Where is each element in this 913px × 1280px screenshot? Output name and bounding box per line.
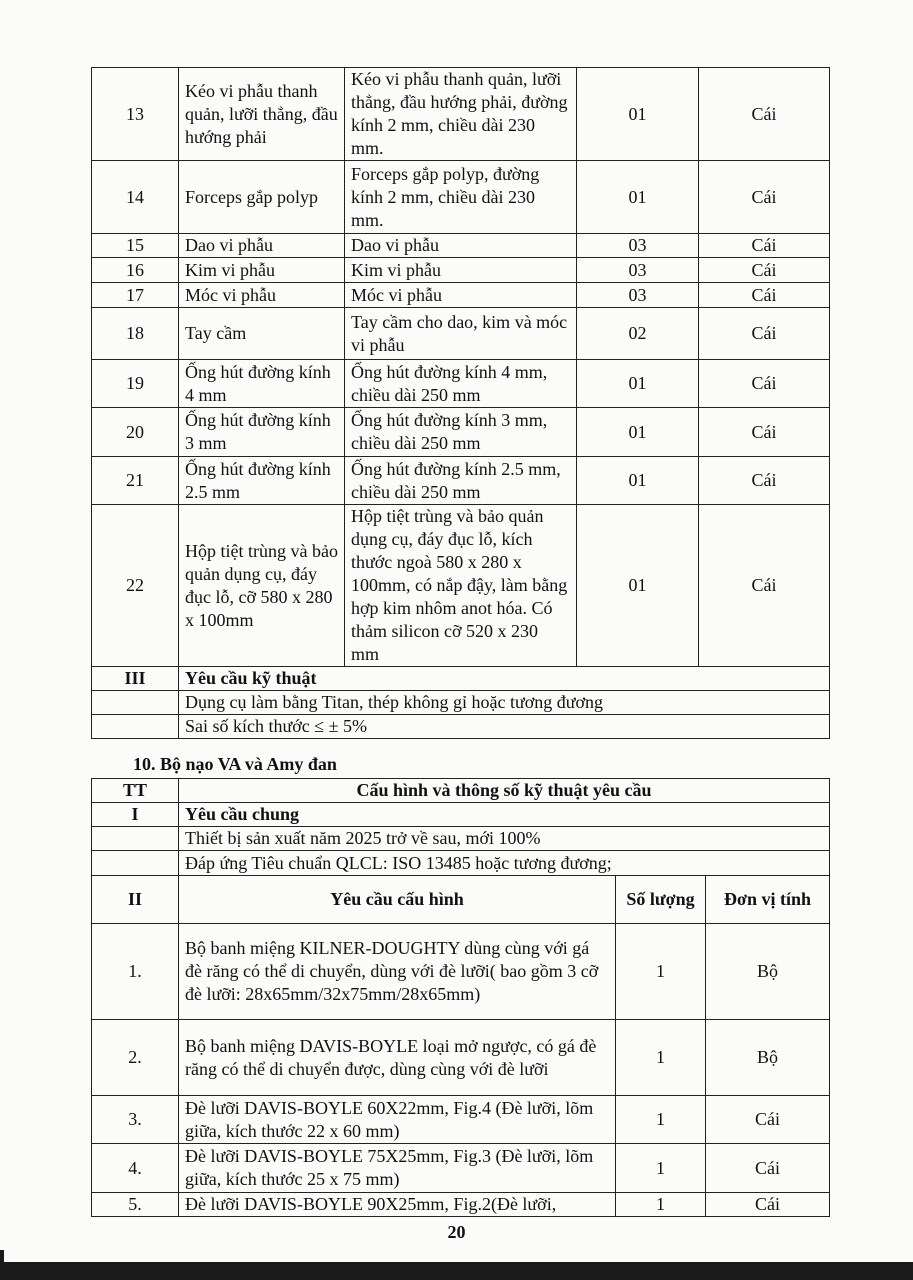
item-unit: Cái bbox=[699, 283, 830, 308]
table-row bbox=[92, 283, 830, 308]
item-qty: 1 bbox=[616, 1096, 706, 1144]
item-qty: 1 bbox=[616, 1020, 706, 1096]
item-qty: 03 bbox=[577, 234, 699, 258]
table-row bbox=[92, 68, 830, 161]
item-name: Kim vi phẫu bbox=[179, 258, 345, 283]
table-row bbox=[92, 308, 830, 360]
row-number: 22 bbox=[92, 505, 179, 667]
row-number: 5. bbox=[92, 1193, 179, 1217]
item-qty: 1 bbox=[616, 924, 706, 1020]
empty-cell bbox=[92, 827, 179, 851]
header-tt: TT bbox=[92, 779, 179, 803]
unit-header: Đơn vị tính bbox=[706, 876, 830, 924]
section-number: II bbox=[92, 876, 179, 924]
requirement-row bbox=[92, 691, 830, 715]
item-unit: Cái bbox=[706, 1096, 830, 1144]
page-number: 20 bbox=[447, 1222, 466, 1242]
section-number: III bbox=[92, 667, 179, 691]
requirement-row bbox=[92, 827, 830, 851]
item-qty: 03 bbox=[577, 258, 699, 283]
requirement-text: Dụng cụ làm bằng Titan, thép không gỉ hoặc tương đương bbox=[179, 691, 830, 715]
item-unit: Cái bbox=[706, 1193, 830, 1217]
table-row bbox=[92, 1096, 830, 1144]
section-heading: 10. Bộ nạo VA và Amy đan bbox=[133, 754, 337, 774]
item-name: Kéo vi phẫu thanh quản, lưỡi thẳng, đầu hướng phải bbox=[179, 68, 345, 161]
row-number: 17 bbox=[92, 283, 179, 308]
requirement-row bbox=[92, 851, 830, 876]
item-desc: Bộ banh miệng KILNER-DOUGHTY dùng cùng với gá đè răng có thể di chuyển, dùng với đè lưỡi( bao gồm 3 cỡ đè lưỡi: 28x65mm/32x75mm/28x65mm) bbox=[179, 924, 616, 1020]
qty-header: Số lượng bbox=[616, 876, 706, 924]
row-number: 19 bbox=[92, 360, 179, 408]
item-name: Ống hút đường kính 4 mm bbox=[179, 360, 345, 408]
item-qty: 1 bbox=[616, 1193, 706, 1217]
requirement-text: Sai số kích thước ≤ ± 5% bbox=[179, 715, 830, 739]
item-unit: Cái bbox=[699, 161, 830, 234]
equipment-table-continued bbox=[91, 67, 830, 739]
empty-cell bbox=[92, 691, 179, 715]
adenoid-tonsil-curette-table bbox=[91, 778, 830, 1217]
section-row bbox=[92, 667, 830, 691]
table-row bbox=[92, 924, 830, 1020]
header-row bbox=[92, 779, 830, 803]
section-title: Yêu cầu chung bbox=[179, 803, 830, 827]
table-row bbox=[92, 1193, 830, 1217]
item-name: Tay cầm bbox=[179, 308, 345, 360]
item-spec: Kim vi phẫu bbox=[345, 258, 577, 283]
item-qty: 01 bbox=[577, 457, 699, 505]
item-spec: Móc vi phẫu bbox=[345, 283, 577, 308]
item-spec: Ống hút đường kính 3 mm, chiều dài 250 mm bbox=[345, 408, 577, 457]
table-row bbox=[92, 1144, 830, 1193]
item-unit: Bộ bbox=[706, 1020, 830, 1096]
item-name: Forceps gắp polyp bbox=[179, 161, 345, 234]
item-qty: 01 bbox=[577, 161, 699, 234]
item-spec: Ống hút đường kính 4 mm, chiều dài 250 mm bbox=[345, 360, 577, 408]
row-number: 15 bbox=[92, 234, 179, 258]
table-row bbox=[92, 161, 830, 234]
item-desc: Đè lưỡi DAVIS-BOYLE 60X22mm, Fig.4 (Đè lưỡi, lõm giữa, kích thước 22 x 60 mm) bbox=[179, 1096, 616, 1144]
empty-cell bbox=[92, 715, 179, 739]
item-qty: 01 bbox=[577, 505, 699, 667]
item-desc: Đè lưỡi DAVIS-BOYLE 75X25mm, Fig.3 (Đè lưỡi, lõm giữa, kích thước 25 x 75 mm) bbox=[179, 1144, 616, 1193]
table-row bbox=[92, 505, 830, 667]
requirement-text: Đáp ứng Tiêu chuẩn QLCL: ISO 13485 hoặc tương đương; bbox=[179, 851, 830, 876]
item-spec: Tay cầm cho dao, kim và móc vi phẫu bbox=[345, 308, 577, 360]
item-qty: 02 bbox=[577, 308, 699, 360]
item-unit: Cái bbox=[699, 505, 830, 667]
requirement-row bbox=[92, 715, 830, 739]
table-row bbox=[92, 1020, 830, 1096]
scan-edge-mark bbox=[0, 1250, 4, 1262]
config-header: Yêu cầu cấu hình bbox=[179, 876, 616, 924]
item-qty: 01 bbox=[577, 360, 699, 408]
section-title: Yêu cầu kỹ thuật bbox=[179, 667, 830, 691]
item-desc: Đè lưỡi DAVIS-BOYLE 90X25mm, Fig.2(Đè lưỡi, bbox=[179, 1193, 616, 1217]
item-name: Móc vi phẫu bbox=[179, 283, 345, 308]
header-title: Cấu hình và thông số kỹ thuật yêu cầu bbox=[179, 779, 830, 803]
config-header-row bbox=[92, 876, 830, 924]
item-unit: Cái bbox=[699, 408, 830, 457]
section-number: I bbox=[92, 803, 179, 827]
table-row bbox=[92, 360, 830, 408]
item-name: Dao vi phẫu bbox=[179, 234, 345, 258]
item-name: Hộp tiệt trùng và bảo quản dụng cụ, đáy đục lỗ, cỡ 580 x 280 x 100mm bbox=[179, 505, 345, 667]
item-unit: Cái bbox=[699, 258, 830, 283]
empty-cell bbox=[92, 851, 179, 876]
item-name: Ống hút đường kính 3 mm bbox=[179, 408, 345, 457]
item-unit: Cái bbox=[699, 457, 830, 505]
item-unit: Cái bbox=[699, 68, 830, 161]
row-number: 20 bbox=[92, 408, 179, 457]
item-unit: Bộ bbox=[706, 924, 830, 1020]
row-number: 16 bbox=[92, 258, 179, 283]
row-number: 3. bbox=[92, 1096, 179, 1144]
table-row bbox=[92, 457, 830, 505]
item-spec: Ống hút đường kính 2.5 mm, chiều dài 250 mm bbox=[345, 457, 577, 505]
row-number: 13 bbox=[92, 68, 179, 161]
item-qty: 1 bbox=[616, 1144, 706, 1193]
item-qty: 01 bbox=[577, 68, 699, 161]
item-unit: Cái bbox=[706, 1144, 830, 1193]
item-name: Ống hút đường kính 2.5 mm bbox=[179, 457, 345, 505]
item-spec: Kéo vi phẫu thanh quản, lưỡi thẳng, đầu hướng phải, đường kính 2 mm, chiều dài 230 mm. bbox=[345, 68, 577, 161]
scan-edge-strip bbox=[0, 1262, 913, 1280]
row-number: 21 bbox=[92, 457, 179, 505]
item-spec: Dao vi phẫu bbox=[345, 234, 577, 258]
item-qty: 03 bbox=[577, 283, 699, 308]
row-number: 2. bbox=[92, 1020, 179, 1096]
table-row bbox=[92, 258, 830, 283]
item-spec: Forceps gắp polyp, đường kính 2 mm, chiều dài 230 mm. bbox=[345, 161, 577, 234]
item-qty: 01 bbox=[577, 408, 699, 457]
table-row bbox=[92, 234, 830, 258]
section-row bbox=[92, 803, 830, 827]
requirement-text: Thiết bị sản xuất năm 2025 trở về sau, mới 100% bbox=[179, 827, 830, 851]
item-spec: Hộp tiệt trùng và bảo quản dụng cụ, đáy đục lỗ, kích thước ngoà 580 x 280 x 100mm, có nắp đậy, làm bằng hợp kim nhôm anot hóa. Có thảm silicon cỡ 520 x 230 mm bbox=[345, 505, 577, 667]
item-unit: Cái bbox=[699, 308, 830, 360]
row-number: 14 bbox=[92, 161, 179, 234]
item-unit: Cái bbox=[699, 360, 830, 408]
table-row bbox=[92, 408, 830, 457]
item-desc: Bộ banh miệng DAVIS-BOYLE loại mở ngược, có gá đè răng có thể di chuyển được, dùng cùng với đè lưỡi bbox=[179, 1020, 616, 1096]
row-number: 18 bbox=[92, 308, 179, 360]
row-number: 4. bbox=[92, 1144, 179, 1193]
row-number: 1. bbox=[92, 924, 179, 1020]
item-unit: Cái bbox=[699, 234, 830, 258]
